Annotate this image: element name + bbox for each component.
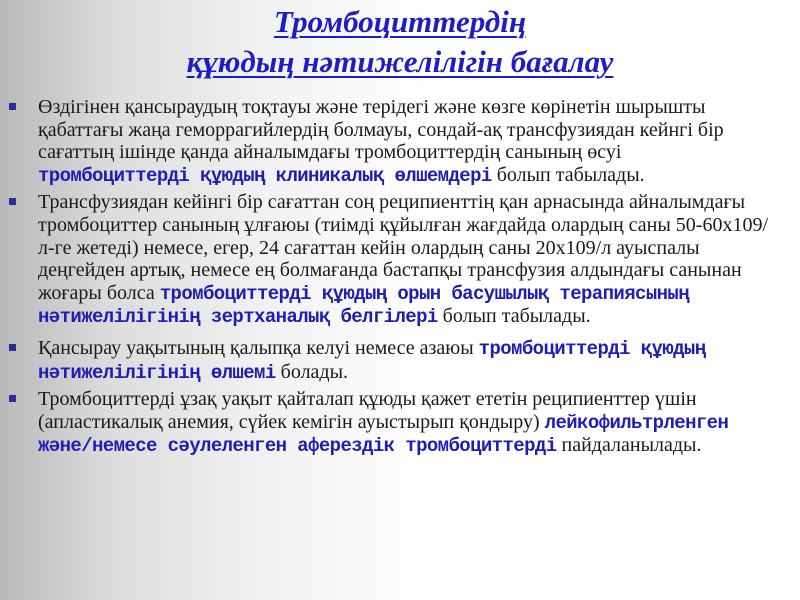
bullet-1-text: Өздігінен қансыраудың тоқтауы және терідегі және көзге көрінетін шырышты қабаттағы жаңа геморрагийлердің болмауы, сондай-ақ трансфузиядан кейнгі бір сағаттың ішінде қанда айналымдағы тромбоциттердің санының өсуі [38,96,724,164]
square-bullet-icon [9,198,16,205]
bullet-3-text: Қансырау уақытының қалыпқа келуі немесе азаюы [38,336,479,359]
bullet-2-text: Трансфузиядан кейінгі бір сағаттан соң реципиенттің қан арнасында айналымдағы тромбоциттер санының ұлғаюы (тиімді құйылған жағдайда олардың саны 50-60х109/л-ге жетеді) немесе, егер, 24 сағаттан кейін олардың саны 20х109/л ауыспалы деңгейден артық, немесе ең болмағанда бастапқы трансфузия алдындағы санынан жоғары болса [38,191,768,304]
bullet-3-ending: болады. [275,360,349,383]
bullet-4-ending: пайдаланылады. [556,434,702,457]
slide-title [40,2,760,82]
square-bullet-icon [9,103,16,110]
bullet-item-2 [0,191,800,329]
slide-title-line-2: құюдың нәтижелілігін бағалау [186,44,614,79]
bullet-item-4 [0,388,800,458]
slide-title-line-1: Тромбоциттердің [273,4,527,39]
bullet-2-highlight: тромбоциттерді құюдың орын басушылық терапиясының нәтижелілігінің зертханалық белгілері [38,282,690,329]
bullet-4-text: Тромбоциттерді ұзақ уақыт қайталап құюды қажет ететін реципиенттер үшін (апластикалық анемия, сүйек кемігін ауыстырып қондыру) [38,388,697,433]
square-bullet-icon [9,395,16,402]
bullet-1-highlight: тромбоциттерді құюдың клиникалық өлшемдері [38,164,492,187]
bullet-3-highlight: тромбоциттерді құюдың нәтижелілігінің өлшемі [38,337,706,384]
bullet-1-ending: болып табылады. [491,163,645,186]
bullet-2-ending: болып табылады. [437,305,591,328]
bullet-list [0,96,800,462]
bullet-item-3 [0,337,800,384]
square-bullet-icon [9,344,16,351]
bullet-4-highlight: лейкофильтрленген және/немесе сәулеленген аферездік тромбоциттерді [38,411,729,458]
bullet-item-1 [0,96,800,187]
